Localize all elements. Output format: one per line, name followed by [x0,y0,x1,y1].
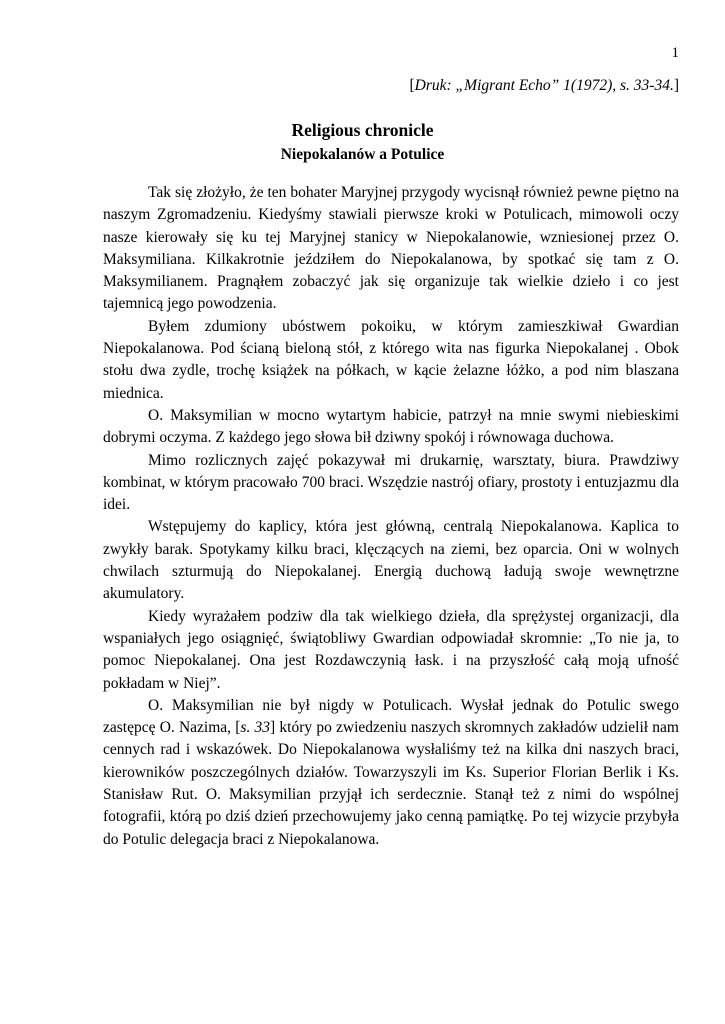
source-close-bracket: ] [673,77,679,94]
source-citation [409,76,679,96]
paragraph-6: Kiedy wyrażałem podziw dla tak wielkiego dzieła, dla sprężystej organizacji, dla wspaniałych jego osiągnięć, świątobliwy Gwardian odpowiadał skromnie: „To nie ja, to pomoc Niepokalanej. Ona jest Rozdawczynią łask. i na przyszłość całą moją ufność pokładam w Niej”. [103,607,679,692]
page-number: 1 [671,45,679,61]
paragraph-5: Wstępujemy do kaplicy, która jest główną, centralą Niepokalanowa. Kaplica to zwykły barak. Spotykamy kilku braci, klęczących na ziemi, bez oparcia. Oni w wolnych chwilach szturmują do Niepokalanej. Energią duchową ładują swoje wewnętrzne akumulatory. [103,518,679,603]
page-reference: s. 33 [240,719,271,737]
paragraph-2: Byłem zdumiony ubóstwem pokoiku, w którym zamieszkiwał Gwardian Niepokalanowa. Pod ścianą bieloną stół, z którego wita nas figurka Niepokalanej . Obok stołu dwa zydle, trochę książek na półkach, w kącie żelazne łóżko, a pod nim blaszana miednica. [103,317,679,402]
paragraph-3: O. Maksymilian w mocno wytartym habicie, patrzył na mnie swymi niebieskimi dobrymi oczyma. Z każdego jego słowa bił dziwny spokój i równowaga duchowa. [103,406,679,447]
paragraph-7 [103,695,679,851]
paragraph-1: Tak się złożyło, że ten bohater Maryjnej przygody wycisnął również pewne piętno na naszym Zgromadzeniu. Kiedyśmy stawiali pierwsze kroki w Potulicach, mimowoli oczy nasze kierowały się ku tej Maryjnej stanicy w Niepokalanowie, wzniesionej przez O. Maksymiliana. Kilkakrotnie jeździłem do Niepokalanowa, by spotkać się tam z O. Maksymilianem. Pragnąłem zobaczyć jak się organizuje tak wielkie dzieło i co jest tajemnicą jego powodzenia. [103,184,679,313]
source-text: Druk: „Migrant Echo” 1(1972), s. 33-34. [414,77,674,94]
document-title: Religious chronicle [291,120,434,140]
source-open-bracket: [ [409,77,415,94]
document-body [103,182,679,851]
paragraph-7-start: O. Maksymilian nie był nigdy w Potulicach. Wysłał jednak do Potulic swego zastępcę O. Nazima, [ [103,696,679,737]
paragraph-4: Mimo rozlicznych zajęć pokazywał mi drukarnię, warsztaty, biura. Prawdziwy kombinat, w którym pracowało 700 braci. Wszędzie nastrój ofiary, prostoty i entuzjazmu dla idei. [103,451,679,514]
paragraph-7-end: ] który po zwiedzeniu naszych skromnych zakładów udzielił nam cennych rad i wskazówek. Do Niepokalanowa wysłaliśmy też na kilka dni naszych braci, kierowników poszczególnych działów. Towarzyszyli im Ks. Superior Florian Berlik i Ks. Stanisław Rut. O. Maksymilian przyjął ich serdecznie. Stanął też z nimi do wspólnej fotografii, którą po dziś dzień przechowujemy jako cenną pamiątkę. Po tej wizycie przybyła do Potulic delegacja braci z Niepokalanowa. [103,719,679,848]
document-subtitle: Niepokalanów a Potulice [280,146,445,163]
